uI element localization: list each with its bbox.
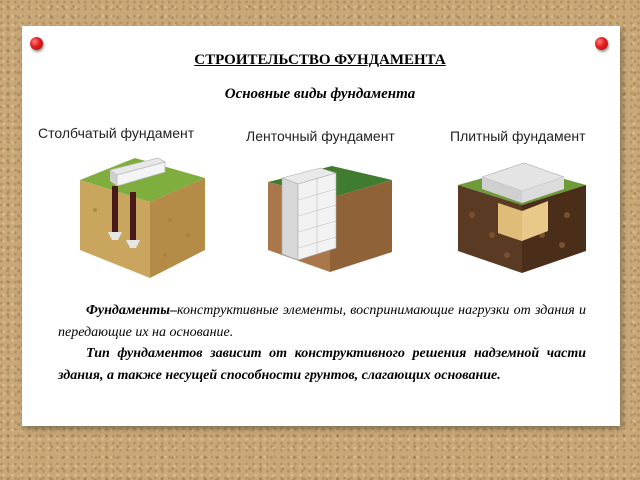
figure-caption-column: Столбчатый фундамент <box>38 125 195 141</box>
definition-body: конструктивные элементы, воспринимающие нагрузки от здания и передающие их на основание. <box>58 303 586 340</box>
strip-foundation-illustration <box>260 160 400 275</box>
figure-caption-slab: Плитный фундамент <box>450 128 586 144</box>
foundation-type-paragraph: Тип фундаментов зависит от конструктивного решения надземной части здания, а также несущей способности грунтов, слагающих основание. <box>58 346 586 383</box>
description-text <box>58 300 586 386</box>
slab-foundation-illustration <box>452 155 592 275</box>
definition-paragraph <box>58 300 586 343</box>
column-foundation-illustration <box>70 150 210 280</box>
definition-term: Фундаменты– <box>86 303 178 318</box>
figure-caption-strip: Ленточный фундамент <box>246 128 395 144</box>
page-title: СТРОИТЕЛЬСТВО ФУНДАМЕНТА <box>194 52 446 68</box>
push-pin-icon <box>30 37 43 50</box>
push-pin-icon <box>595 37 608 50</box>
page-subtitle: Основные виды фундамента <box>224 86 416 102</box>
